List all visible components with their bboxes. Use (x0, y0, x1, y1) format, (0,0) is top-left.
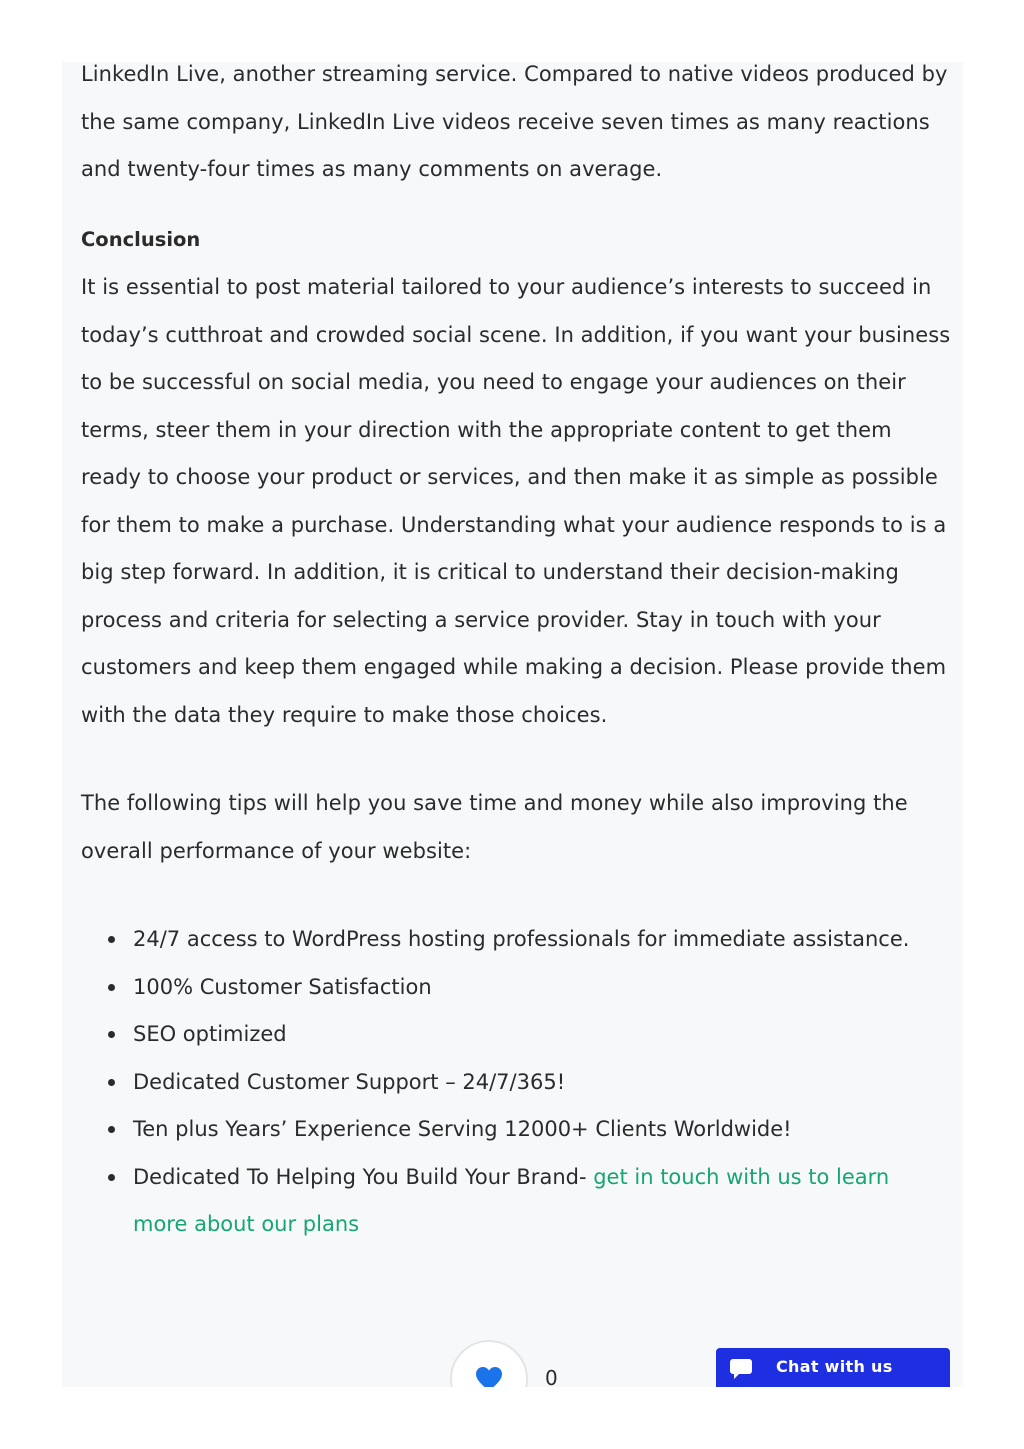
list-item (133, 1154, 923, 1249)
bullet-icon (108, 936, 115, 943)
list-item-text: 100% Customer Satisfaction (133, 974, 432, 999)
list-item (133, 916, 923, 964)
like-count: 0 (545, 1366, 558, 1387)
list-item-text: SEO optimized (133, 1022, 287, 1046)
bullet-icon (108, 1031, 115, 1038)
list-item-text: Dedicated Customer Support – 24/7/365! (133, 1069, 566, 1094)
bullet-icon (108, 984, 115, 991)
conclusion-heading: Conclusion (81, 228, 201, 251)
list-item (133, 1011, 923, 1059)
list-item-text: Ten plus Years’ Experience Serving 12000+ Clients Worldwide! (133, 1117, 792, 1141)
bullet-icon (108, 1174, 115, 1181)
list-item (133, 1059, 923, 1107)
list-item (133, 1106, 923, 1154)
like-button[interactable] (450, 1340, 528, 1387)
intro-paragraph: LinkedIn Live, another streaming service. Compared to native videos produced by the same company, LinkedIn Live videos receive seven times as many reactions and twenty-four times as many comments on average. (81, 62, 948, 181)
bullet-icon (108, 1079, 115, 1086)
list-item-text: 24/7 access to WordPress hosting professionals for immediate assistance. (133, 927, 910, 951)
conclusion-paragraph: It is essential to post material tailored to your audience’s interests to succeed in today’s cutthroat and crowded social scene. In addition, if you want your business to be successful on social media, you need to engage your audiences on their terms, steer them in your direction with the appropriate content to get them ready to choose your product or services, and then make it as simple as possible for them to make a purchase. Understanding what your audience responds to is a big step forward. In addition, it is critical to understand their decision-making process and criteria for selecting a service provider. Stay in touch with your customers and keep them engaged while making a decision. Please provide them with the data they require to make those choices. (81, 275, 951, 727)
list-item (133, 964, 923, 1012)
heart-icon (475, 1366, 503, 1387)
list-item-text: Dedicated To Helping You Build Your Brand- (133, 1164, 594, 1189)
article-body (62, 62, 963, 1387)
bullet-icon (108, 1126, 115, 1133)
tips-list (81, 916, 923, 1249)
chat-button-label: Chat with us (776, 1357, 893, 1376)
chat-bubble-icon (728, 1356, 754, 1382)
contact-plans-link[interactable]: get in touch with us to learn more about our plans (133, 1164, 890, 1236)
chat-with-us-button[interactable] (716, 1348, 950, 1387)
tips-intro-paragraph: The following tips will help you save time and money while also improving the overall performance of your website: (81, 791, 908, 863)
